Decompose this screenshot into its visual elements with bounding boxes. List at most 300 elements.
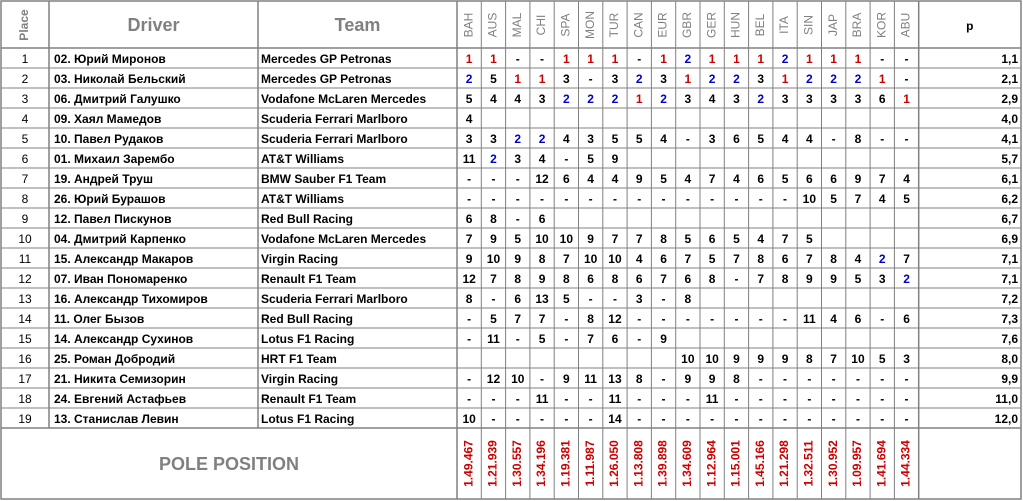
row-result: 2 <box>587 92 594 106</box>
row-result: 1 <box>733 52 740 66</box>
row-result: - <box>783 392 788 406</box>
row-result: 2 <box>635 72 643 86</box>
row-result: 9 <box>708 372 716 386</box>
row-result: 4 <box>854 252 862 266</box>
row-result: 4 <box>587 172 594 186</box>
row-result: 8 <box>587 312 594 326</box>
row-result: - <box>588 72 593 86</box>
header-race-abu: ABU <box>898 12 913 38</box>
pole-time: 1.13.808 <box>631 440 646 487</box>
row-result: 9 <box>830 272 837 286</box>
row-result: 12 <box>608 312 622 326</box>
row-points: 11,0 <box>995 392 1018 406</box>
row-result: 6 <box>684 272 692 286</box>
row-result: - <box>783 372 788 386</box>
row-driver: 12. Павел Пискунов <box>54 212 172 226</box>
row-result: 5 <box>830 192 837 206</box>
row-result: - <box>661 292 666 306</box>
row-place: 7 <box>21 172 29 186</box>
row-result: 6 <box>708 232 716 246</box>
row-result: - <box>491 292 496 306</box>
row-result: - <box>734 192 739 206</box>
row-result: 10 <box>486 252 501 266</box>
row-points: 6,7 <box>1001 212 1018 226</box>
pole-time: 1.34.196 <box>534 440 549 487</box>
row-result: - <box>661 312 666 326</box>
row-points: 8,0 <box>1001 352 1018 366</box>
row-result: - <box>515 412 520 426</box>
row-result: - <box>904 52 909 66</box>
row-team: AT&T Williams <box>261 152 345 166</box>
row-result: - <box>758 192 763 206</box>
row-result: - <box>564 192 569 206</box>
row-result: 6 <box>660 252 667 266</box>
row-team: Mercedes GP Petronas <box>261 52 392 66</box>
row-result: - <box>564 152 569 166</box>
row-result: 11 <box>803 312 816 326</box>
row-result: 1 <box>903 92 910 106</box>
row-result: 10 <box>559 232 574 246</box>
row-place: 15 <box>18 332 32 346</box>
row-result: 4 <box>830 312 837 326</box>
row-place: 3 <box>21 92 29 106</box>
header-race-eur: EUR <box>655 12 670 38</box>
row-result: - <box>734 272 739 286</box>
row-team: Red Bull Racing <box>261 312 354 326</box>
row-result: - <box>904 412 909 426</box>
row-result: - <box>637 312 642 326</box>
row-result: 1 <box>587 52 594 66</box>
row-driver: 19. Андрей Труш <box>54 172 153 186</box>
row-result: 4 <box>684 172 692 186</box>
row-result: 14 <box>608 412 622 426</box>
pole-time: 1.11.987 <box>582 440 597 487</box>
row-result: - <box>734 312 739 326</box>
row-team: Virgin Racing <box>261 252 339 266</box>
row-points: 7,6 <box>1001 332 1018 346</box>
row-result: 3 <box>635 292 643 306</box>
row-result: - <box>880 392 885 406</box>
row-result: 7 <box>635 232 643 246</box>
row-result: 9 <box>733 352 740 366</box>
row-result: - <box>540 412 545 426</box>
row-result: 3 <box>490 132 497 146</box>
row-result: 9 <box>635 172 643 186</box>
row-result: 12 <box>462 272 476 286</box>
row-driver: 16. Александр Тихомиров <box>54 292 208 306</box>
row-result: 7 <box>514 312 522 326</box>
row-result: 7 <box>830 352 837 366</box>
row-result: - <box>734 392 739 406</box>
row-driver: 14. Александр Сухинов <box>54 332 194 346</box>
row-result: 5 <box>854 272 862 286</box>
row-result: 10 <box>583 252 598 266</box>
row-result: 9 <box>806 272 813 286</box>
row-result: 5 <box>660 172 667 186</box>
row-result: - <box>564 392 569 406</box>
row-result: 3 <box>733 92 740 106</box>
header-race-can: CAN <box>631 12 646 38</box>
row-result: 6 <box>806 172 813 186</box>
row-result: 6 <box>538 212 546 226</box>
row-result: 3 <box>465 132 473 146</box>
row-result: 5 <box>538 332 546 346</box>
row-result: - <box>661 192 666 206</box>
row-result: 6 <box>514 292 522 306</box>
row-result: 10 <box>705 352 719 366</box>
row-result: - <box>831 372 836 386</box>
row-result: 4 <box>465 112 473 126</box>
row-result: 3 <box>757 72 765 86</box>
row-result: 4 <box>514 92 522 106</box>
row-result: - <box>880 312 885 326</box>
row-result: 11 <box>462 152 476 166</box>
row-result: - <box>637 412 642 426</box>
row-result: 2 <box>903 272 910 286</box>
row-result: 9 <box>684 372 692 386</box>
row-result: 1 <box>781 72 789 86</box>
row-result: - <box>783 192 788 206</box>
row-result: 11 <box>487 332 500 346</box>
row-result: 8 <box>465 292 473 306</box>
row-result: 3 <box>684 92 692 106</box>
row-result: 7 <box>611 232 619 246</box>
row-team: Vodafone McLaren Mercedes <box>261 92 427 106</box>
header-driver: Driver <box>127 15 180 35</box>
row-result: 5 <box>611 132 619 146</box>
row-result: - <box>588 412 593 426</box>
row-result: - <box>831 412 836 426</box>
row-result: 7 <box>733 252 740 266</box>
row-result: 6 <box>757 172 765 186</box>
row-place: 1 <box>21 52 29 66</box>
row-result: 8 <box>854 132 862 146</box>
header-race-spa: SPA <box>558 13 573 37</box>
row-result: 8 <box>660 232 667 246</box>
row-team: Lotus F1 Racing <box>261 412 355 426</box>
row-result: - <box>515 212 520 226</box>
row-result: 9 <box>538 272 546 286</box>
row-driver: 06. Дмитрий Галушко <box>54 92 181 106</box>
row-points: 2,9 <box>1001 92 1018 106</box>
row-result: 2 <box>806 72 813 86</box>
row-result: 2 <box>854 72 862 86</box>
row-points: 7,1 <box>1001 252 1018 266</box>
row-result: - <box>734 412 739 426</box>
row-points: 12,0 <box>994 412 1018 426</box>
row-result: 9 <box>587 232 594 246</box>
row-result: 2 <box>563 92 570 106</box>
row-result: 2 <box>781 52 789 66</box>
row-result: 7 <box>660 272 667 286</box>
row-result: - <box>467 332 472 346</box>
row-result: 1 <box>854 52 862 66</box>
row-result: 7 <box>757 272 765 286</box>
row-result: 10 <box>462 412 476 426</box>
row-result: - <box>515 172 520 186</box>
row-result: 6 <box>830 172 837 186</box>
row-result: - <box>685 412 690 426</box>
row-result: 7 <box>587 332 594 346</box>
row-result: 5 <box>806 232 813 246</box>
row-result: - <box>685 192 690 206</box>
row-result: 5 <box>635 132 643 146</box>
row-result: 1 <box>684 72 692 86</box>
header-race-bah: BAH <box>461 12 476 38</box>
row-team: BMW Sauber F1 Team <box>261 172 387 186</box>
row-result: 11 <box>584 372 597 386</box>
row-place: 18 <box>18 392 32 406</box>
row-result: 8 <box>806 352 813 366</box>
row-result: 9 <box>465 252 473 266</box>
header-race-aus: AUS <box>485 12 500 38</box>
row-points: 4,1 <box>1001 132 1018 146</box>
row-result: 12 <box>535 172 549 186</box>
pole-time: 1.19.381 <box>558 440 573 487</box>
row-result: - <box>880 132 885 146</box>
row-result: 7 <box>465 232 473 246</box>
row-result: 12 <box>486 372 501 386</box>
row-result: 8 <box>563 272 570 286</box>
pole-time: 1.30.557 <box>509 440 524 487</box>
row-result: 1 <box>490 52 497 66</box>
header-team: Team <box>334 15 381 35</box>
row-result: 3 <box>806 92 813 106</box>
row-result: 2 <box>490 152 497 166</box>
row-result: - <box>637 52 642 66</box>
row-result: - <box>467 372 472 386</box>
row-result: - <box>831 392 836 406</box>
pole-position-label: POLE POSITION <box>158 454 300 474</box>
row-result: 2 <box>757 92 765 106</box>
row-place: 17 <box>18 372 32 386</box>
row-result: 8 <box>708 272 716 286</box>
row-result: 5 <box>490 312 497 326</box>
pole-time: 1.34.609 <box>680 440 695 487</box>
row-result: - <box>515 332 520 346</box>
row-points: 7,1 <box>1001 272 1018 286</box>
row-team: Scuderia Ferrari Marlboro <box>261 112 408 126</box>
row-result: 1 <box>806 52 813 66</box>
row-result: - <box>467 392 472 406</box>
header-race-ger: GER <box>704 11 719 39</box>
row-result: 11 <box>705 392 719 406</box>
row-result: 2 <box>733 72 740 86</box>
row-result: 4 <box>490 92 497 106</box>
row-result: - <box>564 332 569 346</box>
row-result: - <box>710 412 715 426</box>
header-race-mon: MON <box>582 11 597 39</box>
row-result: 1 <box>538 72 546 86</box>
row-result: 5 <box>514 232 522 246</box>
row-result: 7 <box>708 172 716 186</box>
row-result: 1 <box>635 92 643 106</box>
row-result: - <box>880 52 885 66</box>
row-result: 2 <box>708 72 716 86</box>
pole-time: 1.44.334 <box>898 440 913 487</box>
row-result: - <box>588 292 593 306</box>
row-result: 7 <box>903 252 910 266</box>
row-driver: 11. Олег Бызов <box>54 312 145 326</box>
header-race-sin: SIN <box>801 14 816 36</box>
row-result: 2 <box>684 52 692 66</box>
row-result: - <box>491 392 496 406</box>
row-result: 6 <box>635 272 643 286</box>
row-points: 6,9 <box>1001 232 1018 246</box>
row-result: 6 <box>587 272 594 286</box>
row-result: 6 <box>878 92 886 106</box>
row-result: 3 <box>708 132 716 146</box>
pole-time: 1.32.511 <box>801 440 816 487</box>
row-result: - <box>564 412 569 426</box>
header-race-chi: CHI <box>534 14 549 36</box>
row-result: 9 <box>563 372 570 386</box>
row-result: 3 <box>878 272 886 286</box>
row-result: 1 <box>708 52 716 66</box>
row-place: 5 <box>21 132 29 146</box>
row-result: - <box>710 312 715 326</box>
header-race-bel: BEL <box>752 13 767 37</box>
pole-time: 1.39.898 <box>655 440 670 487</box>
row-result: 3 <box>587 132 594 146</box>
row-result: 8 <box>538 252 546 266</box>
header-race-hun: HUN <box>728 12 743 38</box>
row-result: 8 <box>684 292 692 306</box>
row-result: 8 <box>830 252 837 266</box>
row-result: 3 <box>611 72 619 86</box>
row-driver: 10. Павел Рудаков <box>54 132 164 146</box>
row-team: Virgin Racing <box>261 372 339 386</box>
header-points: p <box>966 19 974 33</box>
row-result: - <box>855 372 860 386</box>
row-result: 8 <box>781 272 789 286</box>
row-place: 19 <box>18 412 32 426</box>
row-result: 9 <box>781 352 789 366</box>
pole-time: 1.41.694 <box>874 440 889 487</box>
row-result: - <box>807 372 812 386</box>
row-driver: 13. Станислав Левин <box>54 412 179 426</box>
row-result: 5 <box>903 192 910 206</box>
row-result: 7 <box>563 252 570 266</box>
row-result: - <box>904 372 909 386</box>
row-team: Renault F1 Team <box>261 272 357 286</box>
row-result: - <box>831 132 836 146</box>
row-result: 7 <box>781 232 789 246</box>
row-result: 1 <box>830 52 837 66</box>
row-result: - <box>540 372 545 386</box>
row-result: 6 <box>563 172 570 186</box>
row-result: 5 <box>684 232 692 246</box>
row-result: 4 <box>660 132 667 146</box>
pole-time: 1.12.964 <box>704 440 719 487</box>
row-result: - <box>661 392 666 406</box>
row-place: 8 <box>21 192 29 206</box>
row-result: - <box>515 392 520 406</box>
row-result: 5 <box>563 292 570 306</box>
row-result: 3 <box>781 92 789 106</box>
row-place: 10 <box>18 232 32 246</box>
row-team: Renault F1 Team <box>261 392 357 406</box>
row-place: 9 <box>21 212 29 226</box>
row-points: 9,9 <box>1001 372 1018 386</box>
row-result: 9 <box>660 332 667 346</box>
row-result: - <box>491 412 496 426</box>
row-place: 2 <box>21 72 29 86</box>
row-result: - <box>685 132 690 146</box>
row-result: 7 <box>854 192 862 206</box>
row-result: - <box>880 412 885 426</box>
row-team: Scuderia Ferrari Marlboro <box>261 132 408 146</box>
row-team: HRT F1 Team <box>261 352 337 366</box>
row-result: 2 <box>514 132 522 146</box>
row-result: - <box>807 392 812 406</box>
row-result: 6 <box>611 332 619 346</box>
row-driver: 26. Юрий Бурашов <box>54 192 166 206</box>
row-result: 10 <box>608 252 622 266</box>
row-result: - <box>588 392 593 406</box>
row-result: 5 <box>490 72 497 86</box>
row-result: 8 <box>733 372 740 386</box>
row-result: 6 <box>854 312 862 326</box>
row-result: - <box>467 192 472 206</box>
pole-time: 1.26.050 <box>607 440 622 487</box>
row-result: 4 <box>878 192 886 206</box>
row-result: 3 <box>563 72 570 86</box>
row-driver: 03. Николай Бельский <box>54 72 186 86</box>
row-points: 7,2 <box>1001 292 1018 306</box>
row-result: - <box>685 312 690 326</box>
row-result: 9 <box>490 232 497 246</box>
row-team: Mercedes GP Petronas <box>261 72 392 86</box>
row-result: 6 <box>781 252 789 266</box>
row-place: 6 <box>21 152 29 166</box>
row-result: - <box>758 412 763 426</box>
row-result: 6 <box>465 212 473 226</box>
row-result: - <box>467 312 472 326</box>
row-points: 5,7 <box>1001 152 1018 166</box>
row-result: - <box>904 392 909 406</box>
row-result: - <box>467 172 472 186</box>
pole-time: 1.30.952 <box>825 440 840 487</box>
row-result: 7 <box>684 252 692 266</box>
row-result: 9 <box>854 172 862 186</box>
row-result: - <box>564 312 569 326</box>
row-result: 8 <box>611 272 619 286</box>
row-result: 2 <box>465 72 473 86</box>
header-race-gbr: GBR <box>680 11 695 39</box>
row-result: - <box>855 392 860 406</box>
row-result: 8 <box>514 272 522 286</box>
row-driver: 02. Юрий Миронов <box>54 52 166 66</box>
row-result: 7 <box>806 252 813 266</box>
row-result: - <box>515 192 520 206</box>
row-result: 8 <box>635 372 643 386</box>
row-driver: 25. Роман Добродий <box>54 352 176 366</box>
header-race-ita: ITA <box>777 16 792 34</box>
row-driver: 09. Хаял Мамедов <box>54 112 162 126</box>
row-result: 3 <box>854 92 862 106</box>
row-result: - <box>637 392 642 406</box>
row-result: 9 <box>757 352 765 366</box>
row-result: 2 <box>660 92 667 106</box>
row-result: 5 <box>587 152 594 166</box>
row-place: 16 <box>18 352 32 366</box>
row-result: 6 <box>733 132 740 146</box>
row-result: - <box>637 192 642 206</box>
row-place: 14 <box>18 312 32 326</box>
row-result: - <box>758 392 763 406</box>
row-result: - <box>783 312 788 326</box>
